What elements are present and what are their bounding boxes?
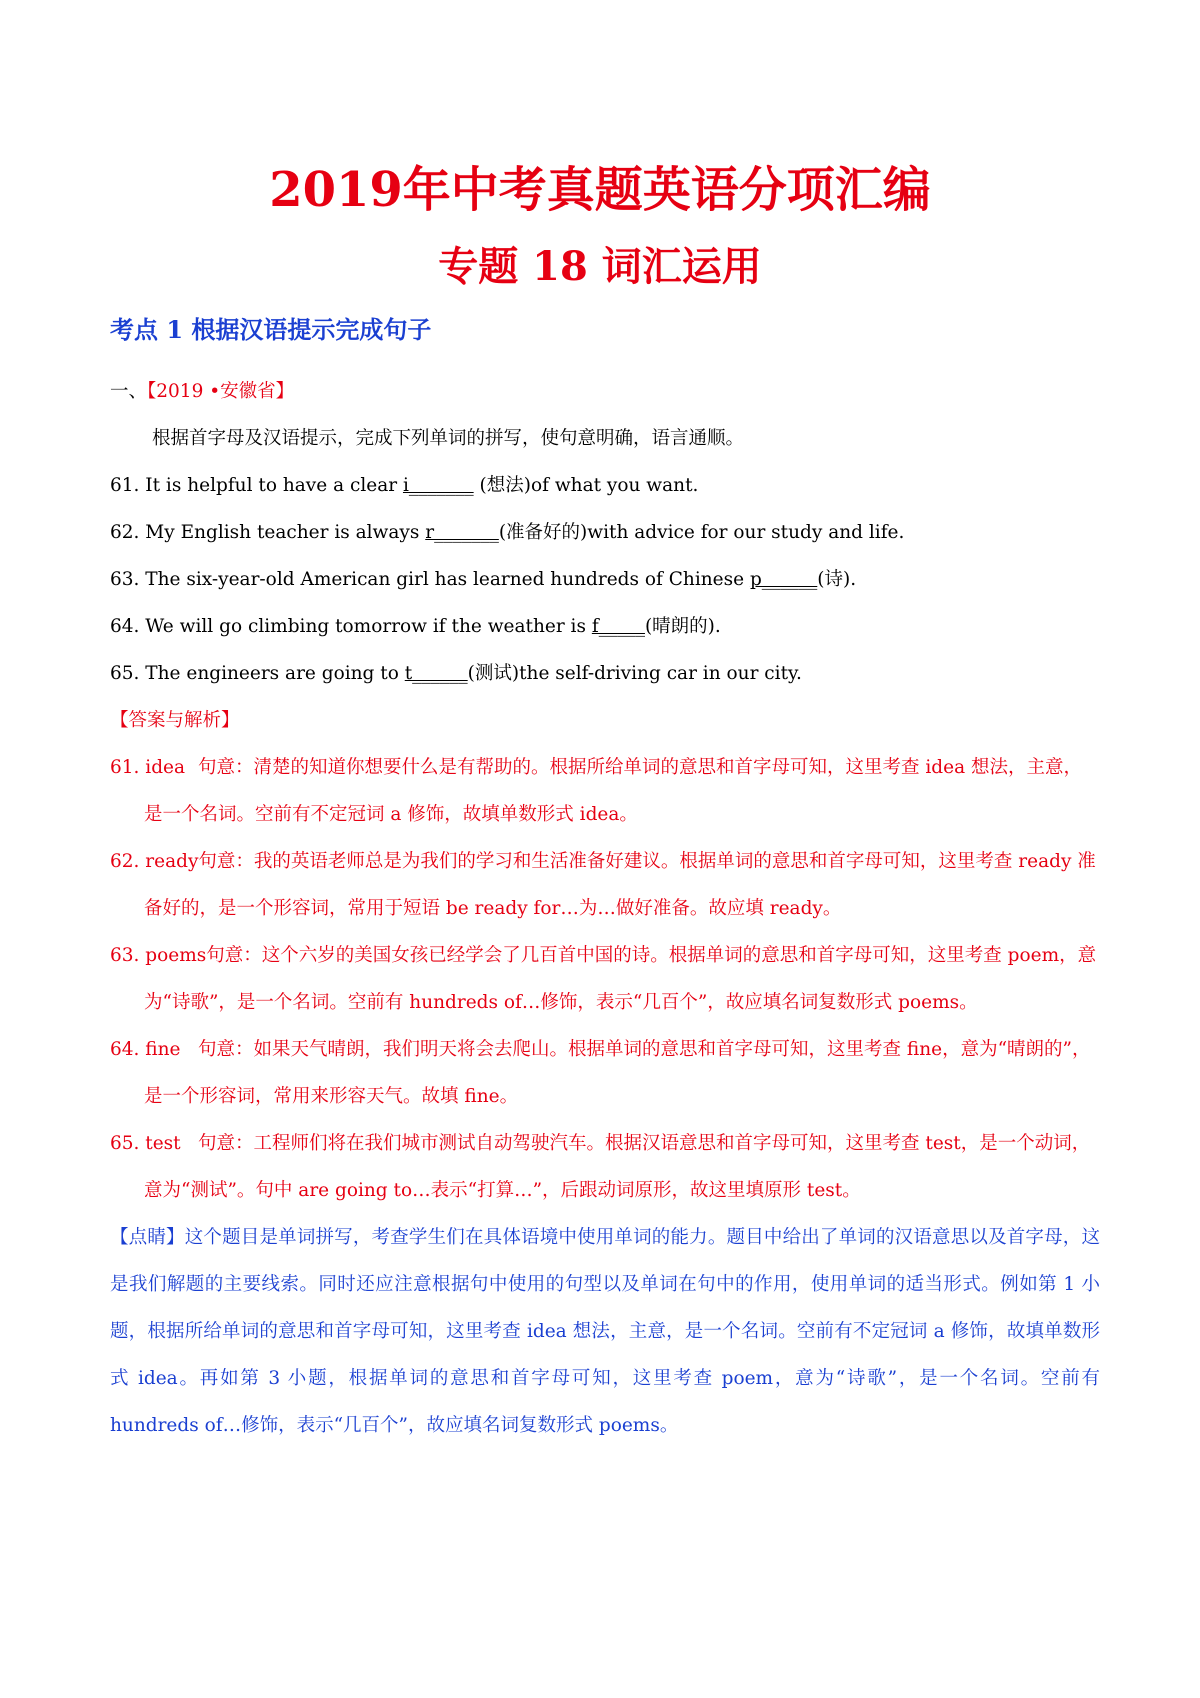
page-subtitle: 专题 18 词汇运用 [438, 243, 762, 290]
note-text: 这个题目是单词拼写，考查学生们在具体语境中使用单词的能力。题目中给出了单词的汉语意思以及首字母，这是我们解题的主要线索。同时还应注意根据句中使用的句型以及单词在句中的作用，使用单词的适当形式。例如第 1 小题，根据所给单词的意思和首字母可知，这里考查 idea 想法，主意，是一个名词。空前有不定冠词 a 修饰，故填单数形式 idea。再如第 3 小题，根据单词的意思和首字母可知，这里考查 poem，意为“诗歌”，是一个名词。空前有 hundreds of…修饰，表示“几百个”，故应填名词复数形式 poems。 [110, 1227, 1100, 1436]
answer-blank: r_______ [425, 522, 499, 543]
question-64: 64. We will go climbing tomorrow if the weather is f_____(晴朗的). [110, 616, 721, 637]
answer-word: 64. fine [110, 1039, 181, 1060]
answer-explanation: 句意：如果天气晴朗，我们明天将会去爬山。根据单词的意思和首字母可知，这里考查 fine，意为“晴朗的”，是一个形容词，常用来形容天气。故填 fine。 [144, 1039, 1091, 1107]
answer-explanation: 句意：这个六岁的美国女孩已经学会了几百首中国的诗。根据单词的意思和首字母可知，这里考查 poem，意为“诗歌”，是一个名词。空前有 hundreds of…修饰，表示“几百个”，故应填名词复数形式 poems。 [144, 945, 1097, 1013]
question-63: 63. The six-year-old American girl has learned hundreds of Chinese p______(诗). [110, 569, 857, 590]
section-heading: 考点 1 根据汉语提示完成句子 [110, 315, 432, 344]
answer-65 [110, 1120, 1100, 1214]
answer-61 [110, 744, 1100, 838]
question-62: 62. My English teacher is always r_______(准备好的)with advice for our study and life. [110, 522, 905, 543]
answer-blank: i_______ [402, 475, 474, 496]
source-label: 【2019 •安徽省】 [147, 381, 295, 402]
note-label: 【点睛】 [110, 1227, 185, 1248]
answer-blank: f_____ [591, 616, 645, 637]
source-line [110, 368, 1100, 415]
key-point-note [110, 1214, 1100, 1449]
answer-blank: p______ [749, 569, 818, 590]
answer-explanation: 句意：工程师们将在我们城市测试自动驾驶汽车。根据汉语意思和首字母可知，这里考查 test，是一个动词，意为“测试”。句中 are going to…表示“打算…”，后跟动词原形，故这里填原形 test。 [144, 1133, 1091, 1201]
answer-explanation: 句意：清楚的知道你想要什么是有帮助的。根据所给单词的意思和首字母可知，这里考查 idea 想法，主意，是一个名词。空前有不定冠词 a 修饰，故填单数形式 idea。 [144, 757, 1083, 825]
question-65: 65. The engineers are going to t______(测试)the self-driving car in our city. [110, 663, 802, 684]
answer-64 [110, 1026, 1100, 1120]
answer-word: 63. poems [110, 945, 207, 966]
document-body [110, 368, 1100, 1449]
instruction: 根据首字母及汉语提示，完成下列单词的拼写，使句意明确，语言通顺。 [152, 428, 745, 449]
answer-explanation: 句意：我的英语老师总是为我们的学习和生活准备好建议。根据单词的意思和首字母可知，这里考查 ready 准备好的，是一个形容词，常用于短语 be ready for…为…做好准备。故应填 ready。 [144, 851, 1096, 919]
answer-62 [110, 838, 1100, 932]
question-61: 61. It is helpful to have a clear i_______ (想法)of what you want. [110, 475, 699, 496]
page-title: 2019年中考真题英语分项汇编 [269, 162, 931, 218]
answer-word: 61. idea [110, 757, 186, 778]
source-prefix: 一、 [110, 381, 148, 402]
answer-word: 62. ready [110, 851, 199, 872]
answer-blank: t______ [404, 663, 468, 684]
answer-heading: 【答案与解析】 [110, 710, 240, 731]
answer-word: 65. test [110, 1133, 181, 1154]
answer-63 [110, 932, 1100, 1026]
